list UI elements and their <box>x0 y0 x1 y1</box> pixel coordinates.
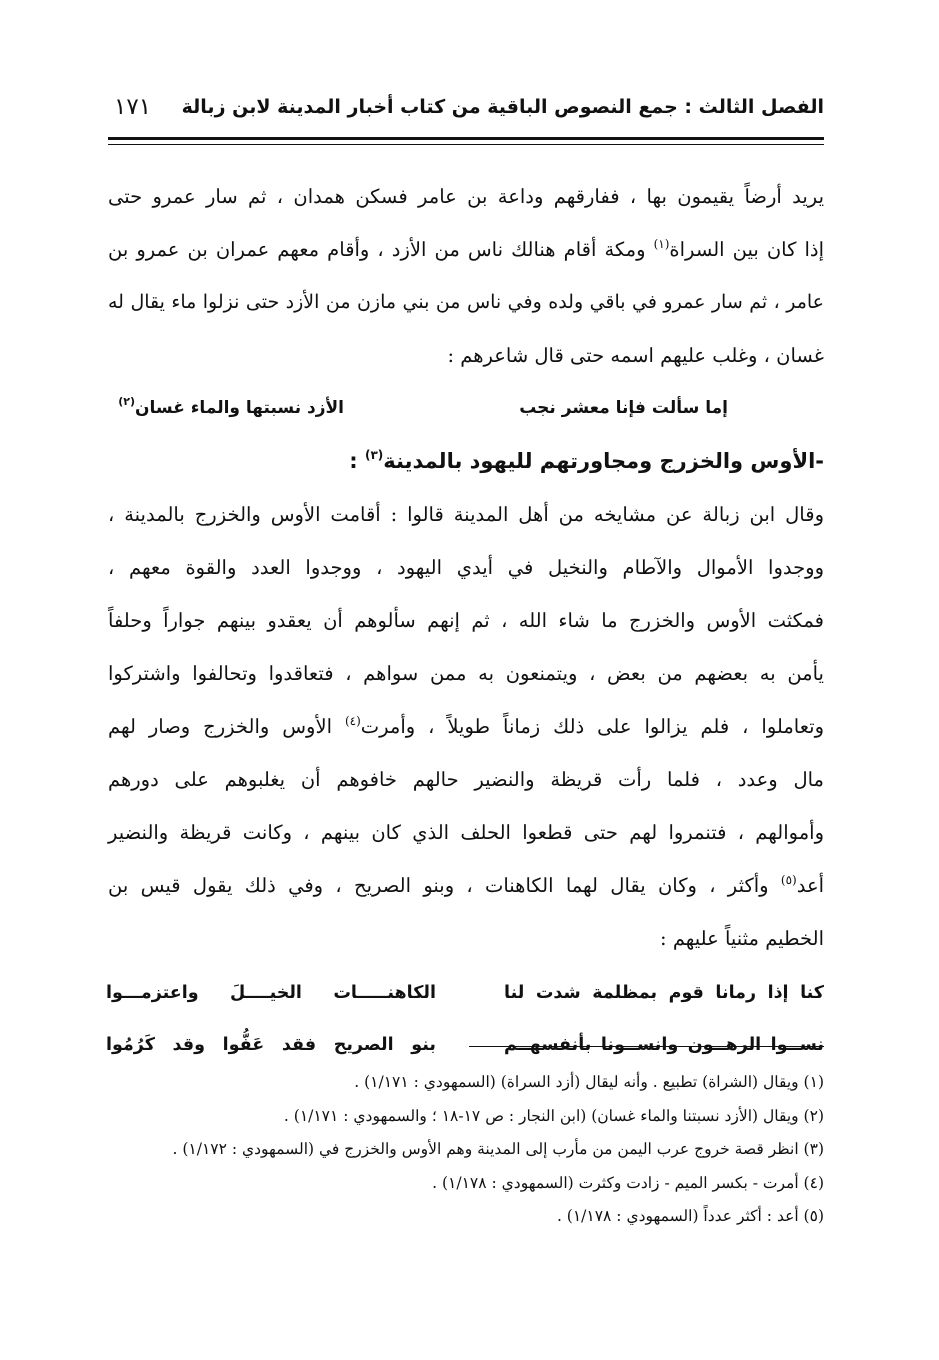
footnote-ref: (٣) <box>364 448 384 462</box>
text-line: عامر ، ثم سار عمرو في باقي ولده وفي ناس من بني مازن من الأزد حتى نزلوا ماء يقال له <box>108 291 824 313</box>
footnote-separator <box>469 1046 824 1047</box>
header-rule-thin <box>108 144 824 145</box>
text-line: فمكثت الأوس والخزرج ما شاء الله ، ثم إنهم سألوهم أن يعقدو بينهم جواراً وحلفاً <box>108 609 824 632</box>
footnote: (٥) أعد : أكثر عدداً (السمهودي : ١/١٧٨) . <box>556 1207 824 1225</box>
verse <box>108 382 824 434</box>
poem-verse <box>108 1019 824 1071</box>
footnote-ref: (١) <box>653 237 670 251</box>
poem-hemistich-right: نســوا الرهــون وانســونا بأنفسهــم <box>504 1035 824 1055</box>
text-line: إذا كان بين السراة$^{(١)}$ ومكة أقام هنالك ناس من الأزد ، وأقام معهم عمران بن عمرو بن <box>108 237 824 261</box>
text-line: مال وعدد ، فلما رأت قريظة والنضير حالهم خافوهم أن يغلبوهم على دورهم <box>108 768 824 791</box>
verse-hemistich-left: الأزد نسبتها والماء غسان$^{(٢)}$ <box>118 395 344 418</box>
text-line: يأمن به بعضهم من بعض ، ويتمنعون به ممن سواهم ، فتعاقدوا وتحالفوا واشتركوا <box>108 662 824 685</box>
poem-hemistich-left: بنو الصريح فقد عَفُّوا وقد كَرُمُوا <box>106 1035 436 1055</box>
footnote: (١) ويقال (الشراة) تطبيع . وأنه ليقال (أزد السراة) (السمهودي : ١/١٧١) . <box>354 1073 824 1091</box>
text-line: يريد أرضاً يقيمون بها ، ففارقهم وداعة بن عامر فسكن همدان ، ثم سار عمرو حتى <box>108 185 824 208</box>
body-text <box>108 170 824 1075</box>
text-line: وتعاملوا ، فلم يزالوا على ذلك زماناً طويلاً ، وأمرت$^{(٤)}$ الأوس والخزرج وصار لهم <box>108 714 825 738</box>
poem-verse <box>108 967 824 1019</box>
page-number: ١٧١ <box>114 94 152 120</box>
poem-hemistich-left: الكاهنـــــات الخيــــلَ واعتزمـــوا <box>106 983 436 1003</box>
footnote: (٣) انظر قصة خروج عرب اليمن من مأرب إلى المدينة وهم الأوس والخزرج في (السمهودي : ١/١٧٢) . <box>172 1140 824 1158</box>
text-line: ووجدوا الأموال والآطام والنخيل في أيدي اليهود ، ووجدوا العدد والقوة معهم ، <box>108 556 824 579</box>
text-line: غسان ، وغلب عليهم اسمه حتى قال شاعرهم : <box>447 344 824 367</box>
poem <box>108 967 824 1075</box>
poem-hemistich-right: كنا إذا رمانا قوم بمظلمة شدت لنا <box>504 983 824 1003</box>
footnote-ref: (٥) <box>780 873 797 887</box>
footnote-ref: (٤) <box>344 714 361 728</box>
header-rule <box>108 137 824 140</box>
text-line: أعد$^{(٥)}$ وأكثر ، وكان يقال لهما الكاهنات ، وبنو الصريح ، وفي ذلك يقول قيس بن <box>108 873 824 897</box>
footnote: (٢) ويقال (الأزد نسبتنا والماء غسان) (ابن النجار : ص ١٧-١٨ ؛ والسمهودي : ١/١٧١) . <box>283 1106 824 1125</box>
running-header <box>108 92 824 140</box>
text-line: وقال ابن زبالة عن مشايخه من أهل المدينة قالوا : أقامت الأوس والخزرج بالمدينة ، <box>108 503 824 526</box>
footnotes <box>108 1066 824 1234</box>
text-line: الخطيم مثنياً عليهم : <box>660 927 824 950</box>
footnote-ref: (٢) <box>118 395 136 408</box>
text-line: وأموالهم ، فتنمروا لهم حتى قطعوا الحلف الذي كان بينهم ، وكانت قريظة والنضير <box>108 821 824 844</box>
verse-hemistich-right: إما سألت فإنا معشر نجب <box>519 398 728 418</box>
section-heading: -الأوس والخزرج ومجاورتهم لليهود بالمدينة$^{(٣)}$ : <box>349 448 824 473</box>
footnote: (٤) أمرت - بكسر الميم - زادت وكثرت (السمهودي : ١/١٧٨) . <box>432 1173 824 1192</box>
chapter-title: الفصل الثالث : جمع النصوص الباقية من كتاب أخبار المدينة لابن زبالة <box>181 96 824 118</box>
